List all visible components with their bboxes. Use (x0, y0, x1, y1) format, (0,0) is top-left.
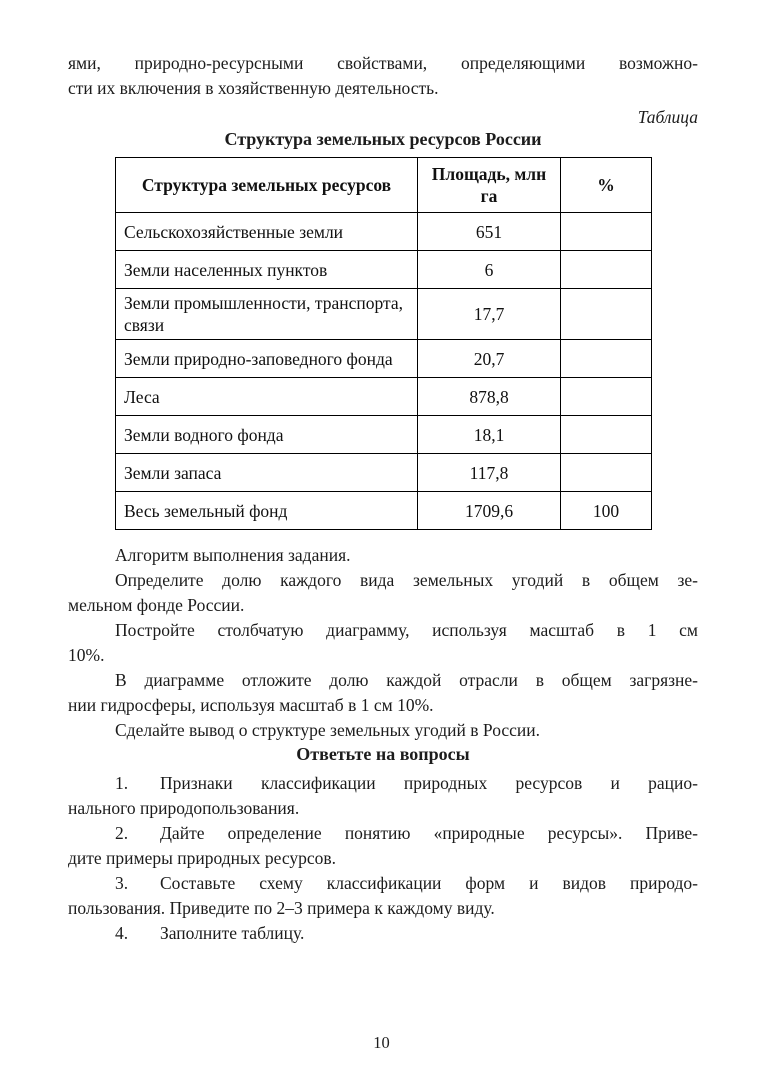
table-row (116, 213, 652, 251)
question-line: нального природопользования. (68, 798, 300, 818)
question-number: 4. (115, 923, 129, 943)
question-number: 3. (115, 873, 129, 893)
table-row (116, 251, 652, 289)
text-line: мельном фонде России. (68, 595, 245, 615)
cell-area: 20,7 (418, 340, 561, 378)
cell-structure: Земли промышленности, транспорта, связи (116, 289, 418, 340)
table-row (116, 416, 652, 454)
text-line: Постройте столбчатую диаграмму, используя масштаб в 1 см (115, 620, 698, 640)
cell-structure: Сельскохозяйственные земли (116, 213, 418, 251)
cell-area: 117,8 (418, 454, 561, 492)
questions-block (68, 771, 698, 946)
text-line: В диаграмме отложите долю каждой отрасли в общем загрязне- (115, 670, 698, 690)
header-percent: % (561, 158, 652, 213)
text-line: 10%. (68, 645, 105, 665)
cell-area: 6 (418, 251, 561, 289)
cell-structure: Земли водного фонда (116, 416, 418, 454)
question-text: Заполните таблицу. (160, 923, 305, 943)
cell-percent (561, 454, 652, 492)
table-header-row (116, 158, 652, 213)
table-header (116, 158, 652, 213)
cell-percent: 100 (561, 492, 652, 530)
question-text: Составьте схему классификации форм и видов природо- (160, 873, 698, 893)
table-body (116, 213, 652, 530)
cell-percent (561, 213, 652, 251)
cell-percent (561, 289, 652, 340)
cell-area: 17,7 (418, 289, 561, 340)
cell-structure: Земли запаса (116, 454, 418, 492)
question-line: пользования. Приведите по 2–3 примера к каждому виду. (68, 898, 495, 918)
question-number: 1. (115, 773, 129, 793)
cell-percent (561, 416, 652, 454)
text-line: Алгоритм выполнения задания. (115, 545, 351, 565)
cell-structure: Земли населенных пунктов (116, 251, 418, 289)
table-row (116, 289, 652, 340)
question-line (68, 921, 698, 946)
algorithm-block (68, 543, 698, 743)
question-text: Признаки классификации природных ресурсов и рацио- (160, 773, 698, 793)
question-line (68, 821, 698, 846)
text-line: ями, природно-ресурсными свойствами, определяющими возможно- (68, 53, 698, 73)
header-area (418, 158, 561, 213)
text-line: Определите долю каждого вида земельных угодий в общем зе- (115, 570, 698, 590)
cell-structure: Земли природно-заповедного фонда (116, 340, 418, 378)
text-line: нии гидросферы, используя масштаб в 1 см 10%. (68, 695, 434, 715)
table-row (116, 340, 652, 378)
land-resources-table (115, 157, 652, 530)
text-line: сти их включения в хозяйственную деятельность. (68, 78, 439, 98)
question-text: Дайте определение понятию «природные ресурсы». Приве- (160, 823, 698, 843)
cell-area: 1709,6 (418, 492, 561, 530)
table-title: Структура земельных ресурсов России (224, 129, 542, 149)
cell-area: 18,1 (418, 416, 561, 454)
page-number: 10 (373, 1033, 390, 1052)
table-row (116, 378, 652, 416)
question-line: дите примеры природных ресурсов. (68, 848, 337, 868)
cell-structure: Леса (116, 378, 418, 416)
cell-area: 651 (418, 213, 561, 251)
table-label: Таблица (637, 107, 698, 127)
questions-heading: Ответьте на вопросы (296, 744, 470, 764)
intro-paragraph (68, 51, 698, 101)
question-line (68, 771, 698, 796)
header-area-line1: Площадь, млн (431, 164, 547, 184)
cell-structure: Весь земельный фонд (116, 492, 418, 530)
question-number: 2. (115, 823, 129, 843)
table-row (116, 492, 652, 530)
table-row (116, 454, 652, 492)
cell-percent (561, 340, 652, 378)
cell-area: 878,8 (418, 378, 561, 416)
question-line (68, 871, 698, 896)
cell-percent (561, 378, 652, 416)
text-line: Сделайте вывод о структуре земельных угодий в России. (115, 720, 541, 740)
header-area-line2: га (480, 186, 498, 206)
header-structure: Структура земельных ресурсов (116, 158, 418, 213)
cell-percent (561, 251, 652, 289)
